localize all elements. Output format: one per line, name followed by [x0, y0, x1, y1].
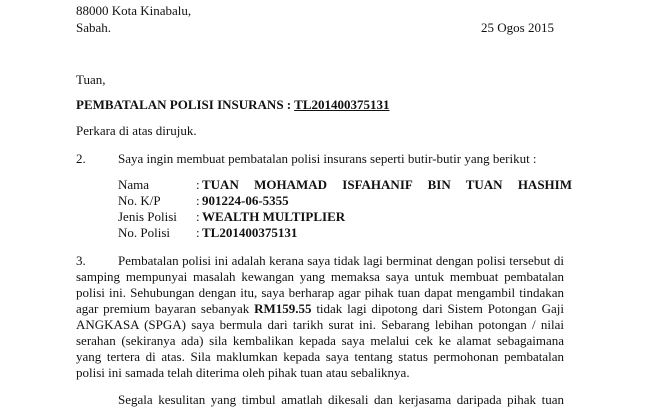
para3-line-2: samping mempunyai masalah kewangan yang memaksa saya untuk membuat pembatalan — [76, 269, 564, 284]
detail-value-name: TUAN MOHAMAD ISFAHANIF BIN TUAN HASHIM — [202, 177, 572, 192]
detail-value-policy-type: WEALTH MULTIPLIER — [202, 209, 346, 224]
para3-line-4-pre: agar premium bayaran sebanyak — [76, 301, 255, 316]
para3-line-4 — [76, 301, 564, 316]
reference-line: Perkara di atas dirujuk. — [76, 123, 197, 138]
para2-text: Saya ingin membuat pembatalan polisi insurans seperti butir-butir yang berikut : — [118, 151, 537, 166]
detail-label-ic: No. K/P — [118, 193, 161, 208]
address-line-1: 88000 Kota Kinabalu, — [76, 3, 192, 18]
detail-colon: : — [196, 225, 200, 240]
detail-value-ic: 901224-06-5355 — [202, 193, 289, 208]
para3-line-1: Pembatalan polisi ini adalah kerana saya tidak lagi berminat dengan polisi tersebut di — [118, 253, 564, 268]
premium-amount: RM159.55 — [254, 301, 312, 316]
para3-line-4-post: tidak lagi dipotong dari Sistem Potongan Gaji — [311, 301, 565, 316]
detail-label-policy-no: No. Polisi — [118, 225, 171, 240]
para3-line-6: serahan (sekiranya ada) sila kembalikan kepada saya melalui cek ke alamat sebagaimana — [76, 333, 564, 348]
subject-line — [76, 97, 390, 112]
detail-colon: : — [196, 209, 200, 224]
detail-colon: : — [196, 193, 200, 208]
detail-value-policy-no: TL201400375131 — [202, 225, 298, 240]
salutation: Tuan, — [76, 72, 106, 87]
para3-line-7: yang tertera di atas. Sila maklumkan kepada saya tentang status permohonan pembatalan — [76, 349, 564, 364]
detail-label-name: Nama — [118, 177, 150, 192]
detail-label-policy-type: Jenis Polisi — [118, 209, 177, 224]
subject-label: PEMBATALAN POLISI INSURANS : — [76, 97, 295, 112]
subject-policy-number: TL201400375131 — [294, 97, 390, 112]
detail-colon: : — [196, 177, 200, 192]
para3-line-8: polisi ini samada telah diterima oleh pihak tuan atau sebaliknya. — [76, 365, 410, 380]
para4-partial-line: Segala kesulitan yang timbul amatlah dikesali dan kerjasama daripada pihak tuan — [118, 392, 564, 407]
para2-number: 2. — [76, 151, 86, 166]
address-line-2: Sabah. — [76, 20, 112, 35]
para3-line-3: polisi ini. Sehubungan dengan itu, saya berharap agar pihak tuan dapat mengambil tindakan — [76, 285, 564, 300]
para3-line-5: ANGKASA (SPGA) saya bermula dari tarikh surat ini. Sebarang lebihan potongan / nilai — [76, 317, 564, 332]
para3-number: 3. — [76, 253, 86, 268]
letter-date: 25 Ogos 2015 — [481, 20, 554, 35]
